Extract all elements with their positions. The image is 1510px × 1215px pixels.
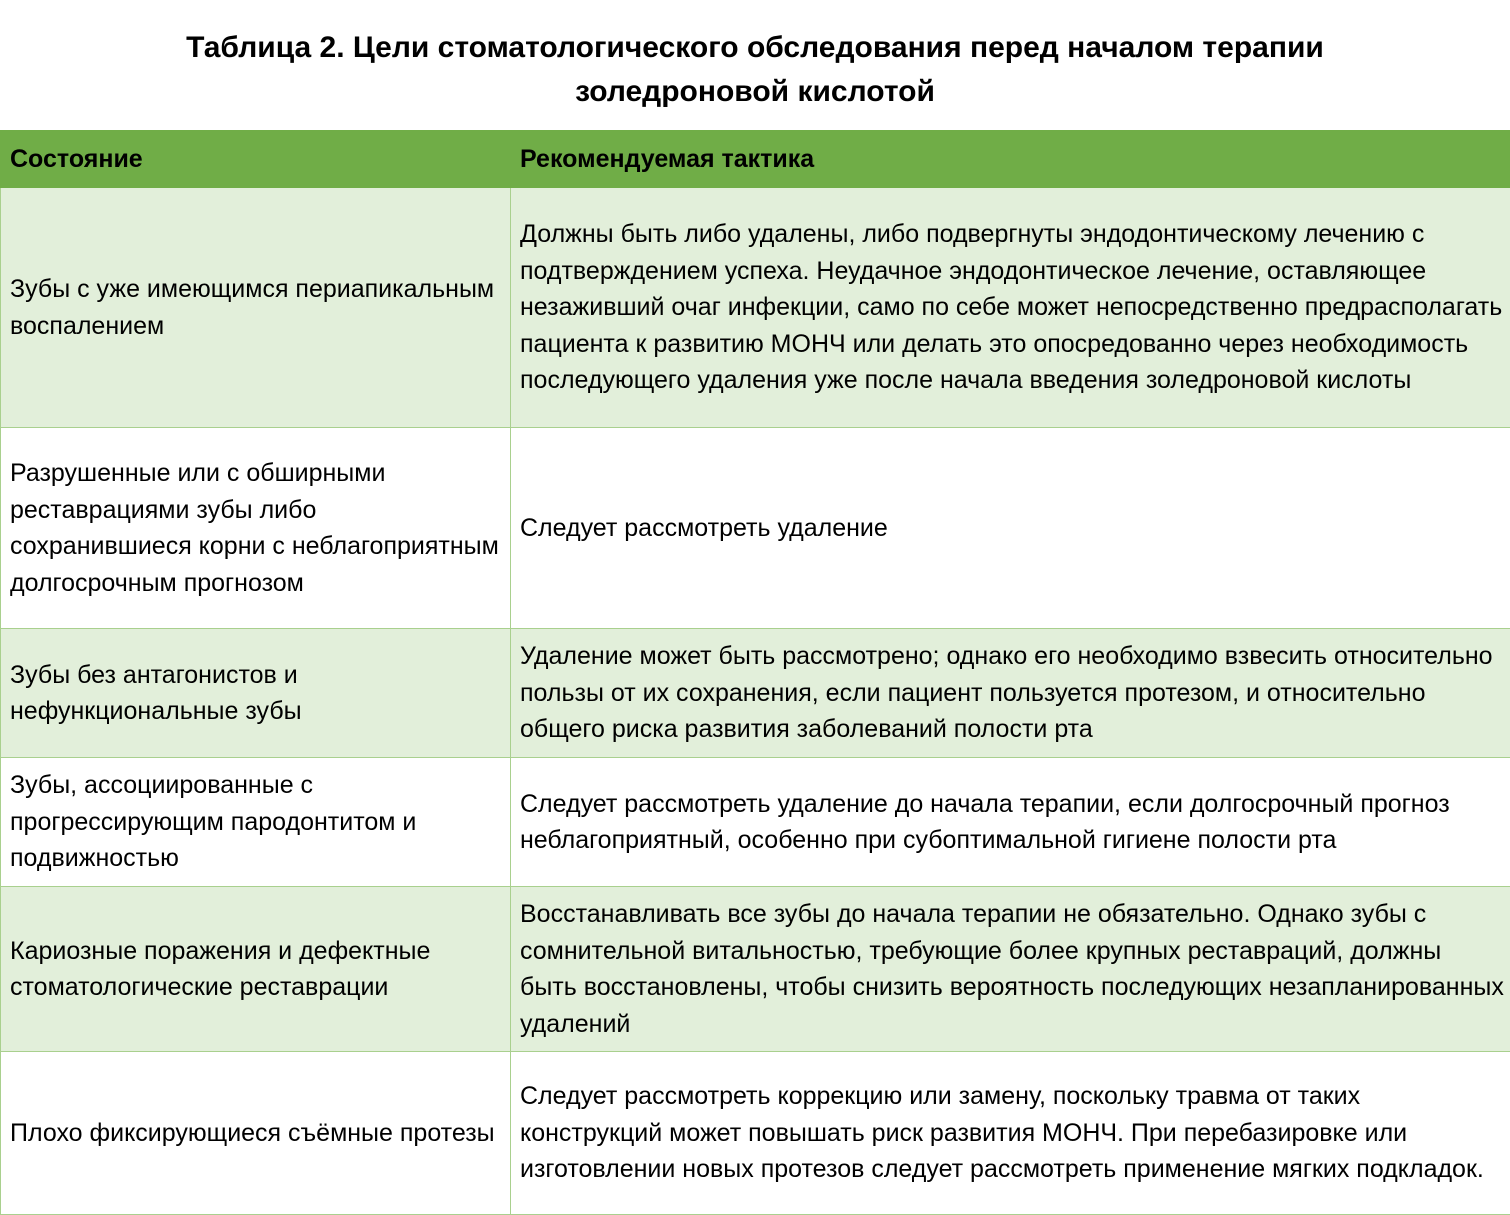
table-row — [1, 629, 1510, 758]
tactic-cell: Следует рассмотреть удаление — [511, 428, 1510, 629]
table-row — [1, 1052, 1510, 1215]
condition-cell: Зубы с уже имеющимся периапикальным воспалением — [1, 188, 511, 428]
tactic-cell: Должны быть либо удалены, либо подвергнуты эндодонтическому лечению с подтверждением успеха. Неудачное эндодонтическое лечение, оставляющее незаживший очаг инфекции, само по себе может непосредственно предрасполагать пациента к развитию МОНЧ или делать это опосредованно через необходимость последующего удаления уже после начала введения золедроновой кислоты — [511, 188, 1510, 428]
table-row — [1, 758, 1510, 887]
table-title-line-1: Таблица 2. Цели стоматологического обследования перед началом терапии — [0, 26, 1510, 70]
condition-cell: Зубы без антагонистов и нефункциональные зубы — [1, 629, 511, 758]
condition-cell: Зубы, ассоциированные с прогрессирующим пародонтитом и подвижностью — [1, 758, 511, 887]
table-title — [0, 0, 1510, 130]
condition-cell: Плохо фиксирующиеся съёмные протезы — [1, 1052, 511, 1215]
recommendations-table — [0, 130, 1510, 1215]
table-row — [1, 188, 1510, 428]
tactic-cell: Следует рассмотреть коррекцию или замену, поскольку травма от таких конструкций может повышать риск развития МОНЧ. При перебазировке или изготовлении новых протезов следует рассмотреть применение мягких подкладок. — [511, 1052, 1510, 1215]
tactic-cell: Следует рассмотреть удаление до начала терапии, если долгосрочный прогноз неблагоприятный, особенно при субоптимальной гигиене полости рта — [511, 758, 1510, 887]
table-header-row — [1, 131, 1510, 188]
condition-cell: Разрушенные или с обширными реставрациями зубы либо сохранившиеся корни с неблагоприятным долгосрочным прогнозом — [1, 428, 511, 629]
condition-cell: Кариозные поражения и дефектные стоматологические реставрации — [1, 887, 511, 1052]
table-row — [1, 428, 1510, 629]
table-row — [1, 887, 1510, 1052]
column-header-tactic: Рекомендуемая тактика — [511, 131, 1510, 188]
table-title-line-2: золедроновой кислотой — [0, 70, 1510, 114]
tactic-cell: Восстанавливать все зубы до начала терапии не обязательно. Однако зубы с сомнительной витальностью, требующие более крупных реставраций, должны быть восстановлены, чтобы снизить вероятность последующих незапланированных удалений — [511, 887, 1510, 1052]
tactic-cell: Удаление может быть рассмотрено; однако его необходимо взвесить относительно пользы от их сохранения, если пациент пользуется протезом, и относительно общего риска развития заболеваний полости рта — [511, 629, 1510, 758]
column-header-condition: Состояние — [1, 131, 511, 188]
